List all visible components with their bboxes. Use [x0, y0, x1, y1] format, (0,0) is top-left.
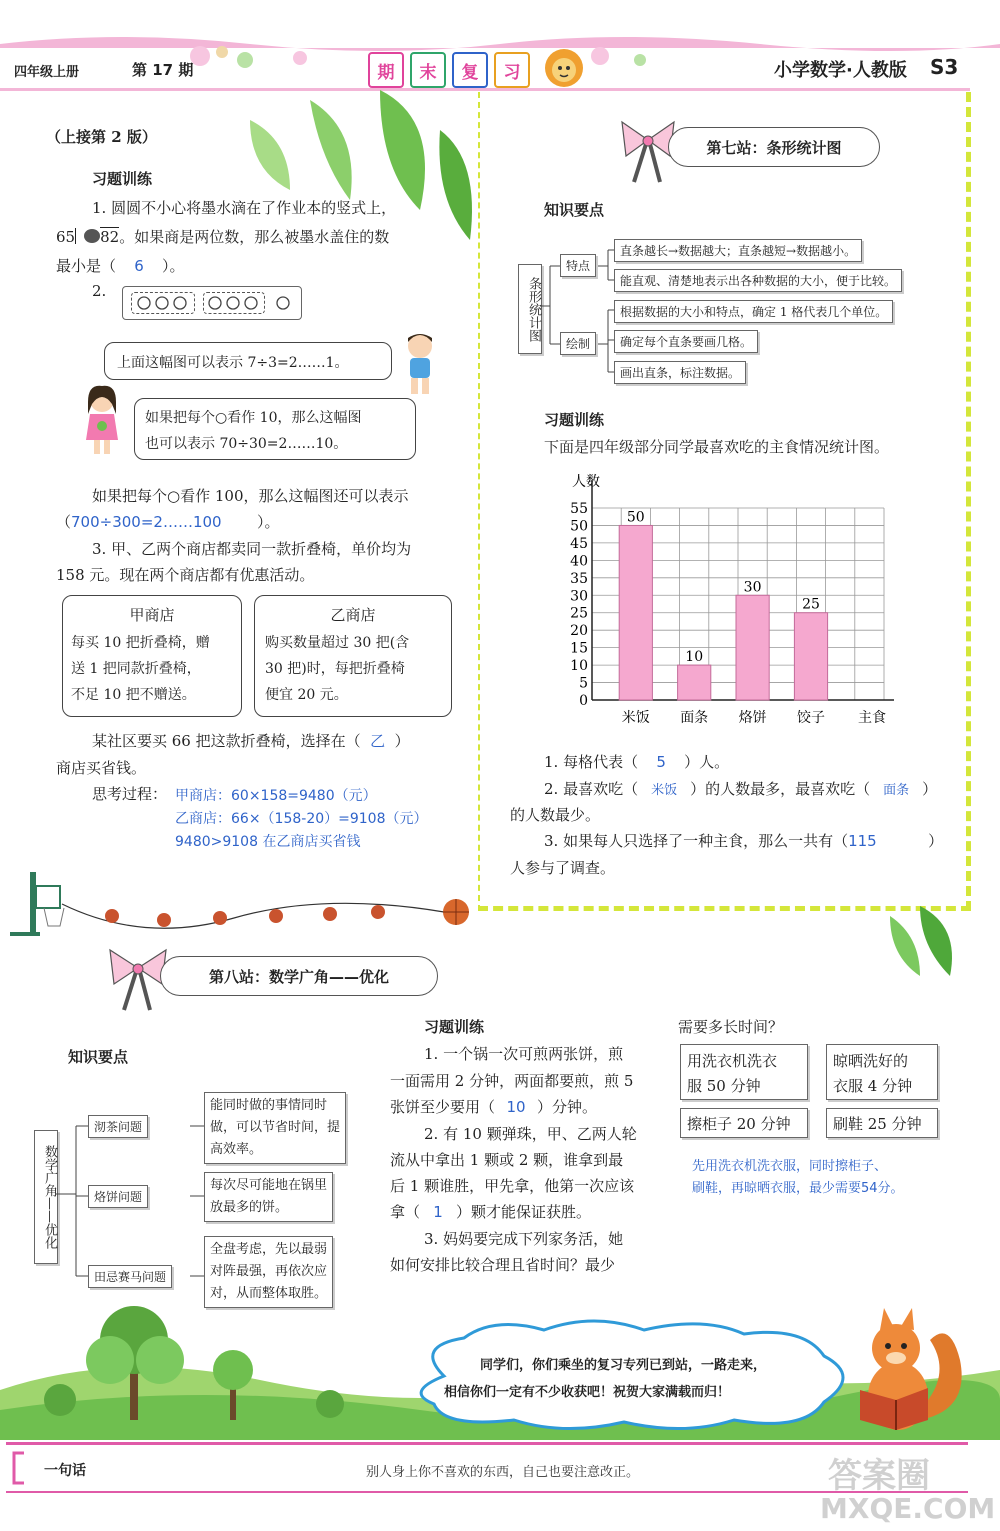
chart-ytick-label: 55 — [570, 501, 588, 517]
tab-mo: 末 — [410, 52, 446, 88]
chart-bar — [678, 665, 711, 700]
chart-value-label: 50 — [626, 509, 645, 526]
q1-blank-open: 最小是（ — [56, 257, 117, 275]
chore-cabinet-label: 擦柜子 20 分钟 — [687, 1115, 791, 1133]
s8-q2-open: 拿（ — [390, 1203, 421, 1221]
s7-a2-answer1: 米饭 — [651, 783, 678, 798]
s8-q3-answer-line2: 刷鞋，再晾晒衣服，最少需要54分。 — [692, 1181, 904, 1196]
s7-a2-open: 2. 最喜欢吃（ — [544, 780, 639, 798]
chart-ytick-label: 50 — [570, 518, 588, 535]
s8-q1-line2: 一面需用 2 分钟，两面都要煎，煎 5 — [390, 1072, 634, 1090]
q2-answer: 700÷300=2……100 — [71, 513, 222, 531]
s8-q2-close: ）颗才能保证获胜。 — [456, 1203, 592, 1221]
chore-washing-l2: 服 50 分钟 — [687, 1077, 761, 1095]
s7-a2-mid: ）的人数最多，最喜欢吃（ — [690, 780, 871, 798]
q3-line3 — [92, 730, 410, 751]
shop-a-line1: 每买 10 把折叠椅，赠 — [71, 635, 210, 651]
s8-q2-line2: 流从中拿出 1 颗或 2 颗，谁拿到最 — [390, 1151, 624, 1169]
think-step1: 甲商店：60×158=9480（元） — [175, 788, 377, 804]
continued-note: （上接第 2 版） — [46, 128, 157, 146]
chart-ytick-label: 25 — [570, 605, 588, 622]
chart-value-label: 30 — [743, 579, 762, 596]
tree8-leaf-pancake — [204, 1172, 333, 1222]
s8-q2-line4 — [390, 1201, 591, 1222]
bar-chart — [540, 462, 900, 732]
footer-bar — [6, 1442, 968, 1493]
boy-speech-bubble — [104, 342, 392, 380]
tree8-leaf-pancake-l2: 放最多的饼。 — [210, 1200, 289, 1215]
chart-ytick-label: 45 — [570, 535, 588, 552]
tree8-leaf-horse-l1: 全盘考虑，先以最弱 — [210, 1242, 328, 1257]
tree-leaf-4: 确定每个直条要画几格。 — [614, 330, 758, 353]
chart-yticks — [570, 501, 588, 709]
chart-ytick-label: 20 — [570, 623, 588, 640]
station8-knowledge-heading: 知识要点 — [68, 1048, 129, 1066]
q2-blank-open: （ — [56, 513, 72, 531]
leaves-right-decoration — [880, 906, 970, 976]
s8-q1-open: 张饼至少要用（ — [390, 1098, 496, 1116]
chore-shoes — [826, 1108, 938, 1138]
circles-icon — [123, 287, 301, 319]
q3-answer: 乙 — [370, 732, 386, 750]
s7-a2-close: ） — [922, 780, 938, 798]
girl-bubble-line1: 如果把每个○看作 10，那么这幅图 — [145, 410, 362, 426]
squirrel-reading-icon — [850, 1300, 968, 1440]
tree-leaf-1: 直条越长→数据越大；直条越短→数据越小。 — [614, 239, 862, 262]
girl-speech-bubble — [134, 398, 416, 460]
chore-drying — [826, 1044, 938, 1100]
tree8-leaf-tea-l2: 做，可以节省时间，提 — [210, 1120, 341, 1135]
q1-line3 — [56, 255, 185, 276]
think-step2: 乙商店：66×（158-20）=9108（元） — [175, 811, 428, 827]
chart-ytick-label: 0 — [579, 693, 588, 709]
s8-q3-line2: 如何安排比较合理且省时间？最少 — [390, 1256, 616, 1274]
tree-root-bar-chart: 条形统计图 — [518, 264, 542, 354]
grade-label: 四年级上册 — [14, 65, 80, 80]
shop-b-line1: 购买数量超过 30 把(含 — [265, 635, 410, 651]
q2-line2 — [56, 511, 280, 532]
chore-washing-l1: 用洗衣机洗衣 — [687, 1052, 778, 1070]
chart-ytick-label: 15 — [570, 640, 588, 657]
q3-blank-close: ） — [394, 732, 410, 750]
s7-a2-answer2: 面条 — [883, 783, 910, 798]
s7-a3-open: 3. 如果每人只选择了一种主食，那么一共有（ — [544, 832, 849, 850]
s7-answer1 — [544, 751, 729, 772]
q1-divisor: 65 — [56, 228, 76, 246]
chart-category-label: 烙饼 — [738, 710, 767, 726]
tree8-leaf-tea-l3: 高效率。 — [210, 1142, 263, 1157]
s8-q1-line3 — [390, 1096, 597, 1117]
footer-bracket-icon — [10, 1451, 30, 1485]
shop-b-title: 乙商店 — [330, 606, 376, 624]
chart-bar — [736, 595, 769, 700]
s8-q3-answer-line1: 先用洗衣机洗衣服，同时擦柜子、 — [692, 1159, 888, 1174]
boy-bubble-text: 上面这幅图可以表示 7÷3=2……1。 — [117, 355, 349, 371]
cloud-line2: 相信你们一定有不少收获吧！祝贺大家满载而归！ — [444, 1385, 731, 1400]
q1-answer: 6 — [134, 257, 144, 275]
station8-title: 第八站：数学广角——优化 — [160, 956, 438, 996]
issue-label: 第 17 期 — [132, 61, 194, 79]
s7-answer3 — [544, 830, 943, 851]
chart-bar — [794, 613, 827, 700]
s7-answer2-line2: 的人数最少。 — [510, 806, 601, 824]
speech-cloud — [404, 1316, 864, 1436]
q2-blank-close: ）。 — [257, 513, 280, 531]
footer-label: 一句话 — [44, 1463, 86, 1479]
tree8-leaf-horse-l3: 对，从而整体取胜。 — [210, 1286, 328, 1301]
chart-ytick-label: 30 — [570, 588, 588, 605]
s7-answer2 — [544, 778, 937, 799]
station7-practice-heading: 习题训练 — [544, 411, 605, 429]
chart-xlabel: 主食 — [858, 710, 886, 726]
tree8-leaf-tea — [204, 1092, 346, 1164]
tree-leaf-3: 根据数据的大小和特点，确定 1 格代表几个单位。 — [614, 300, 893, 323]
tab-qi: 期 — [368, 52, 404, 88]
chart-category-label: 米饭 — [621, 710, 650, 726]
chart-ytick-label: 40 — [570, 553, 588, 570]
chart-ytick-label: 35 — [570, 570, 588, 587]
tree8-leaf-horse-l2: 对阵最强，再依次应 — [210, 1264, 328, 1279]
girl-character-icon — [80, 384, 124, 456]
chart-categories — [622, 709, 825, 726]
q3-line4: 商店买省钱。 — [56, 759, 147, 777]
s7-a1-answer: 5 — [656, 753, 666, 771]
tree8-root: 数学广角——优化 — [34, 1130, 58, 1264]
chart-ytick-label: 5 — [579, 675, 588, 692]
q3-blank-open: 某社区要买 66 把这款折叠椅，选择在（ — [92, 732, 361, 750]
q3-line1: 3. 甲、乙两个商店都卖同一款折叠椅，单价均为 — [92, 540, 412, 558]
practice-heading: 习题训练 — [92, 170, 153, 188]
s8-q3-line1: 3. 妈妈要完成下列家务活，她 — [424, 1230, 624, 1248]
page-header — [0, 0, 1000, 92]
shop-b-card — [254, 595, 452, 717]
s8-q2-line1: 2. 有 10 颗弹珠，甲、乙两人轮 — [424, 1125, 637, 1143]
shop-b-line3: 便宜 20 元。 — [265, 687, 348, 703]
chore-washing — [680, 1044, 808, 1100]
tree8-branch-horse: 田忌赛马问题 — [88, 1265, 172, 1288]
watermark-cn: 答案圈 — [828, 1456, 930, 1496]
chart-value-label: 25 — [802, 596, 820, 613]
girl-bubble-line2: 也可以表示 70÷30=2……10。 — [145, 436, 348, 452]
tree-branch-features: 特点 — [560, 254, 596, 277]
chart-intro: 下面是四年级部分同学最喜欢吃的主食情况统计图。 — [544, 438, 890, 456]
q3-line2: 158 元。现在两个商店都有优惠活动。 — [56, 566, 315, 584]
subject-label: 小学数学·人教版 — [774, 60, 907, 81]
q1-line2-text: 。如果商是两位数，那么被墨水盖住的数 — [119, 228, 390, 246]
s7-a3-answer: 115 — [848, 832, 877, 850]
q1-dividend-digits: 82 — [100, 228, 120, 246]
s8-q2-line3: 后 1 颗谁胜，甲先拿，他第一次应该 — [390, 1177, 635, 1195]
boy-character-icon — [398, 330, 442, 398]
s8-q3-cont: 需要多长时间？ — [678, 1018, 784, 1036]
station8-practice-heading: 习题训练 — [424, 1018, 485, 1036]
tab-fu: 复 — [452, 52, 488, 88]
s8-q1-line1: 1. 一个锅一次可煎两张饼，煎 — [424, 1045, 624, 1063]
chart-category-label: 饺子 — [797, 710, 825, 726]
chart-category-label: 面条 — [680, 710, 709, 726]
s7-a1-open: 1. 每格代表（ — [544, 753, 639, 771]
s7-answer3-line2: 人参与了调查。 — [510, 859, 616, 877]
cloud-line1: 同学们，你们乘坐的复习专列已到站，一路走来， — [480, 1358, 767, 1373]
q1-blank-close: ）。 — [162, 257, 185, 275]
tree-leaf-5: 画出直条，标注数据。 — [614, 361, 746, 384]
q2-line1: 如果把每个○看作 100，那么这幅图还可以表示 — [92, 487, 409, 505]
s7-a3-close: ） — [928, 832, 944, 850]
shop-a-card — [62, 595, 242, 717]
shop-a-line3: 不足 10 把不赠送。 — [71, 687, 196, 703]
page-number: S3 — [930, 55, 959, 79]
think-label: 思考过程： — [92, 785, 168, 803]
chart-bar — [619, 525, 652, 700]
lion-mascot-icon — [540, 46, 588, 90]
chore-cabinet — [680, 1108, 808, 1138]
tab-xi: 习 — [494, 52, 530, 88]
tree8-branch-tea: 沏茶问题 — [88, 1115, 148, 1138]
chart-value-label: 10 — [685, 649, 704, 666]
chore-drying-l2: 衣服 4 分钟 — [833, 1077, 913, 1095]
tree8-leaf-tea-l1: 能同时做的事情同时 — [210, 1098, 328, 1113]
tree-branch-drawing: 绘制 — [560, 332, 596, 355]
basketball-decoration — [4, 864, 474, 954]
chart-ytick-label: 10 — [570, 658, 588, 675]
circles-diagram — [122, 286, 302, 320]
chart-ylabel: 人数 — [572, 474, 600, 490]
watermark-url: MXQE.COM — [820, 1492, 996, 1525]
tree-leaf-2: 能直观、清楚地表示出各种数据的大小，便于比较。 — [614, 269, 902, 292]
footer-quote: 别人身上你不喜欢的东西，自己也要注意改正。 — [366, 1465, 640, 1480]
shop-a-line2: 送 1 把同款折叠椅， — [71, 661, 201, 677]
s8-q1-answer: 10 — [506, 1098, 526, 1116]
q1-line1: 1. 圆圆不小心将墨水滴在了作业本的竖式上， — [92, 199, 397, 217]
s8-q2-answer: 1 — [433, 1203, 443, 1221]
tree8-branch-pancake: 烙饼问题 — [88, 1185, 148, 1208]
think-step3: 9480>9108 在乙商店买省钱 — [175, 834, 361, 850]
chore-drying-l1: 晾晒洗好的 — [833, 1052, 909, 1070]
s7-a1-close: ）人。 — [684, 753, 730, 771]
q1-line2 — [56, 226, 389, 247]
shop-b-line2: 30 把)时，每把折叠椅 — [265, 661, 405, 677]
tree8-leaf-horse — [204, 1236, 333, 1308]
ink-blot-icon — [84, 229, 100, 243]
q2-number: 2. — [92, 282, 107, 300]
station7-title: 第七站：条形统计图 — [668, 127, 880, 167]
station7-knowledge-heading: 知识要点 — [544, 201, 605, 219]
tree8-leaf-pancake-l1: 每次尽可能地在锅里 — [210, 1178, 328, 1193]
shop-a-title: 甲商店 — [129, 606, 175, 624]
s8-q1-close: ）分钟。 — [537, 1098, 598, 1116]
chore-shoes-label: 刷鞋 25 分钟 — [833, 1115, 922, 1133]
